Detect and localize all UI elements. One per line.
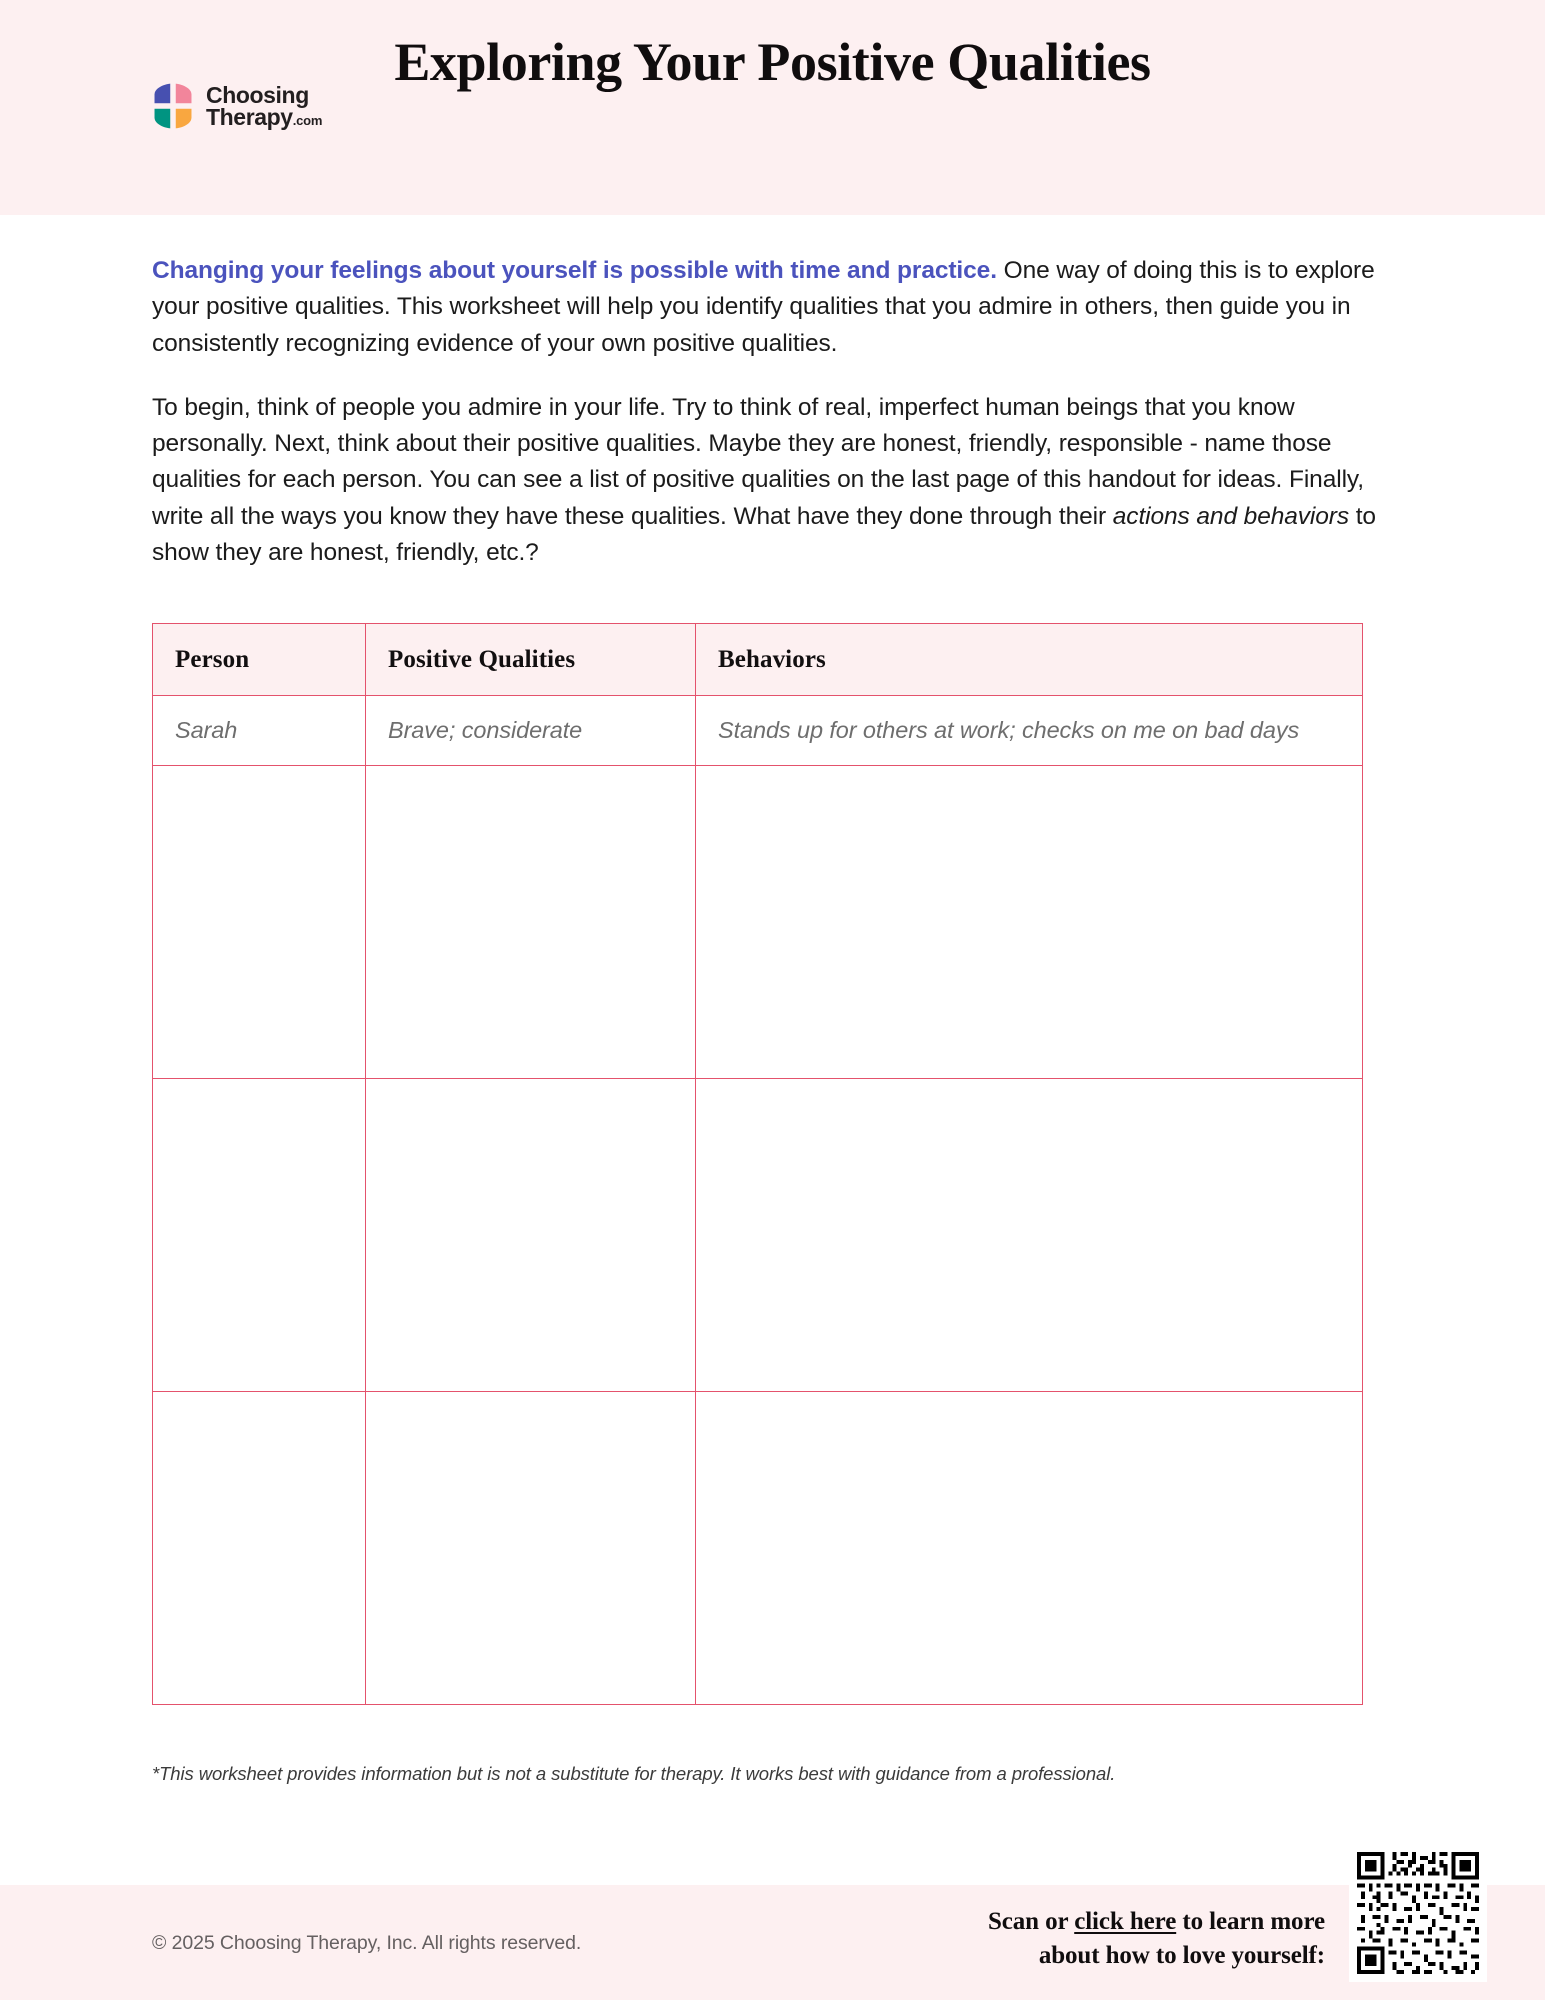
cell-person-input[interactable] bbox=[153, 766, 366, 1079]
copyright-text: © 2025 Choosing Therapy, Inc. All rights reserved. bbox=[152, 1932, 582, 1954]
cell-behaviors-input[interactable] bbox=[696, 1079, 1363, 1392]
table-row[interactable] bbox=[153, 1079, 1363, 1392]
page-header bbox=[0, 0, 1545, 215]
cta-prefix: Scan or bbox=[987, 1908, 1075, 1935]
cell-example-qualities: Brave; considerate bbox=[366, 696, 696, 766]
table-body bbox=[153, 696, 1363, 1705]
logo-line-2: Therapy.com bbox=[206, 104, 323, 130]
page-title: Exploring Your Positive Qualities bbox=[394, 32, 1151, 92]
table-row-example bbox=[153, 696, 1363, 766]
column-header-behaviors: Behaviors bbox=[696, 624, 1363, 696]
cell-example-behaviors: Stands up for others at work; checks on me on bad days bbox=[696, 696, 1363, 766]
intro-paragraph-2-b: to show they are honest, friendly, etc.? bbox=[152, 502, 1376, 566]
table-row[interactable] bbox=[153, 766, 1363, 1079]
logo-line-1: Choosing bbox=[206, 81, 309, 108]
logo-domain-suffix: .com bbox=[292, 113, 323, 128]
cell-qualities-input[interactable] bbox=[366, 1079, 696, 1392]
cell-person-input[interactable] bbox=[153, 1392, 366, 1705]
cell-example-person: Sarah bbox=[153, 696, 366, 766]
cta-click-here-link[interactable]: click here bbox=[1074, 1908, 1177, 1935]
footer-cta-line-1 bbox=[988, 1905, 1325, 1939]
intro-paragraph-1-rest: One way of doing this is to explore your positive qualities. This worksheet will help you identify qualities that you admire in others, then guide you in consistently recognizing evidence of your own positive qualities. bbox=[152, 257, 1375, 357]
worksheet-body bbox=[0, 253, 1545, 1785]
column-header-qualities: Positive Qualities bbox=[366, 624, 696, 696]
intro-paragraph-2-a: To begin, think of people you admire in your life. Try to think of real, imperfect human beings that you know personally. Next, think about their positive qualities. Maybe they are honest, friendly, responsible - name those qualities for each person. You can see a list of positive qualities on the last page of this handout for ideas. Finally, write all the ways you know they have these qualities. What have they done through their bbox=[152, 393, 1364, 530]
positive-qualities-table bbox=[152, 623, 1363, 1705]
cell-qualities-input[interactable] bbox=[366, 766, 696, 1079]
cell-behaviors-input[interactable] bbox=[696, 766, 1363, 1079]
footer-cta-line-2: about how to love yourself: bbox=[1038, 1941, 1325, 1969]
table-header bbox=[153, 624, 1363, 696]
intro-paragraph-1 bbox=[152, 253, 1393, 362]
cell-behaviors-input[interactable] bbox=[696, 1392, 1363, 1705]
footer-cta bbox=[988, 1905, 1325, 1972]
intro-paragraph-2 bbox=[152, 390, 1393, 571]
column-header-person: Person bbox=[153, 624, 366, 696]
page-footer bbox=[0, 1885, 1545, 2000]
cell-person-input[interactable] bbox=[153, 1079, 366, 1392]
cta-suffix: to learn more bbox=[1176, 1908, 1325, 1935]
disclaimer-text: *This worksheet provides information but is not a substitute for therapy. It works best with guidance from a professional. bbox=[152, 1763, 1116, 1784]
intro-emphasis-actions-behaviors: actions and behaviors bbox=[1112, 502, 1350, 530]
cell-qualities-input[interactable] bbox=[366, 1392, 696, 1705]
qr-code-icon bbox=[1353, 1848, 1483, 1978]
qr-code[interactable] bbox=[1349, 1844, 1487, 1982]
intro-lead-bold: Changing your feelings about yourself is possible with time and practice. bbox=[152, 257, 997, 284]
table-header-row bbox=[153, 624, 1363, 696]
table-row[interactable] bbox=[153, 1392, 1363, 1705]
